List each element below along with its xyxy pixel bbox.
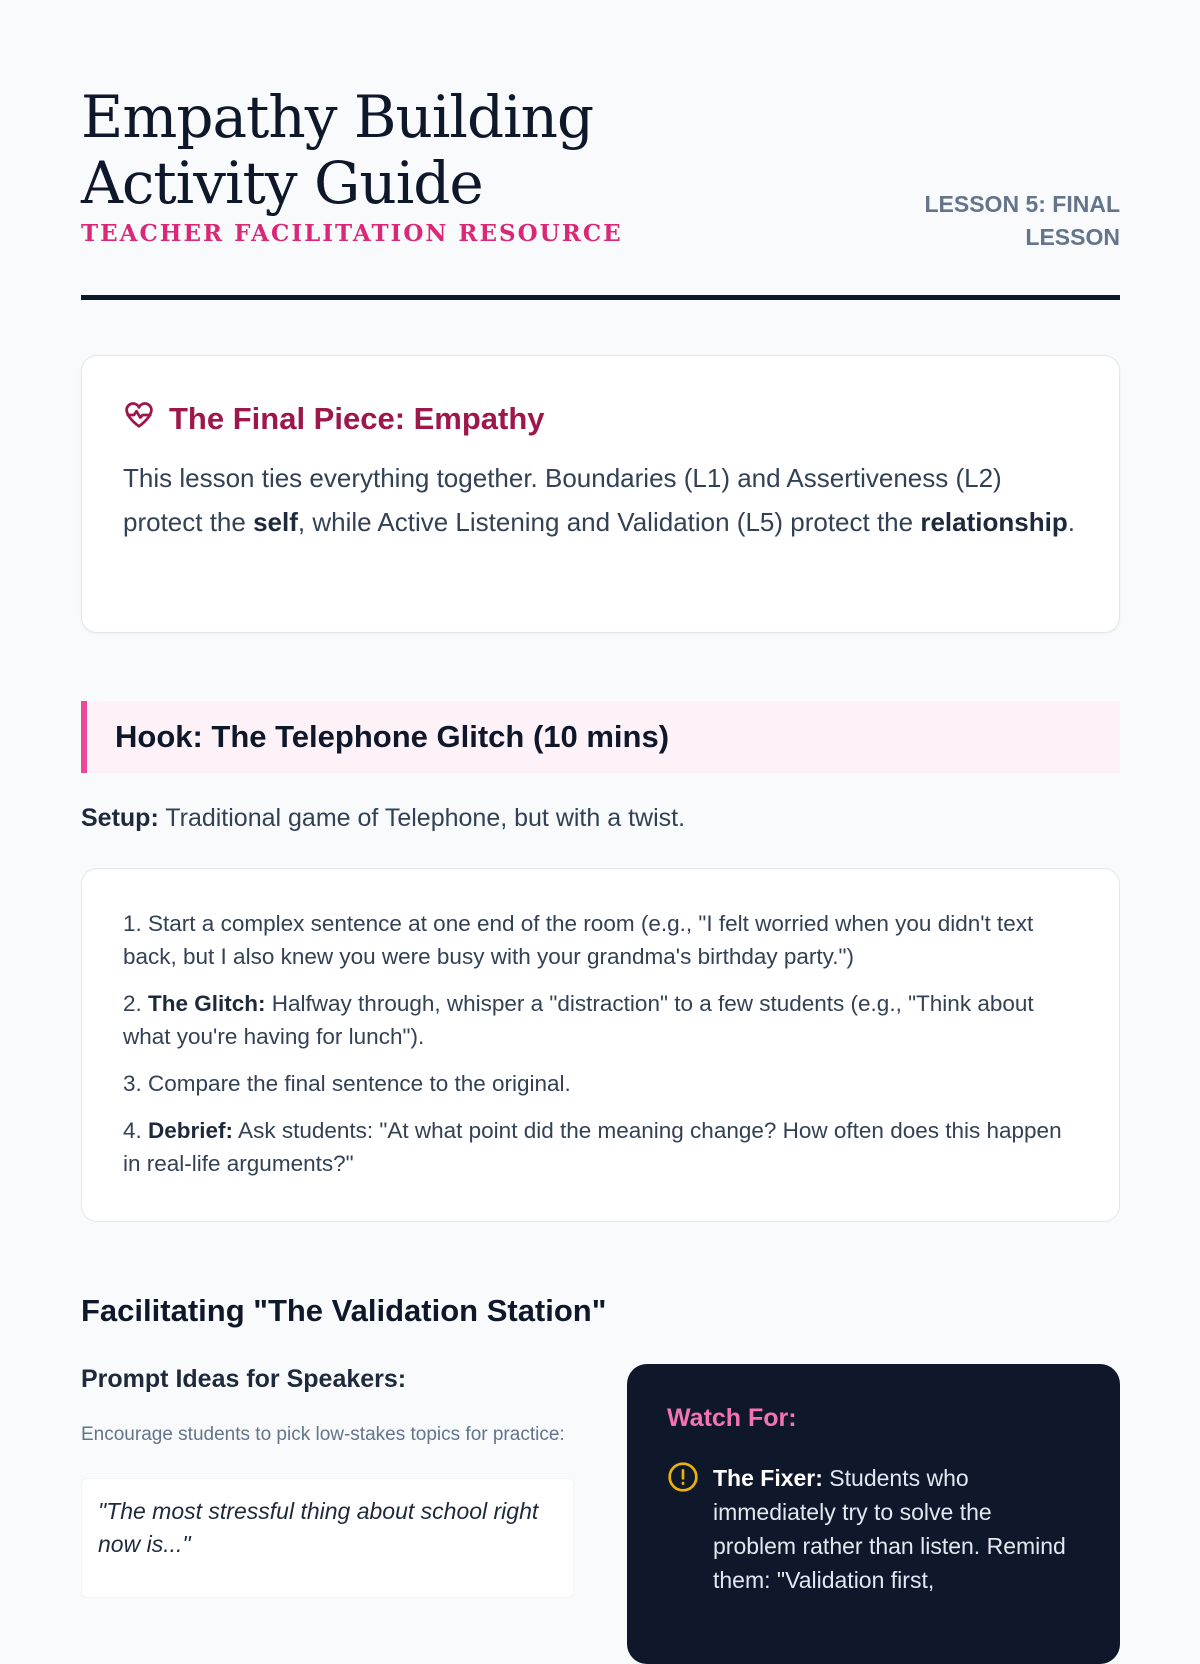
station-heading: Facilitating "The Validation Station": [81, 1293, 607, 1328]
prompts-note: Encourage students to pick low-stakes topics for practice:: [81, 1424, 565, 1445]
intro-text: This lesson ties everything together. Boundaries (L1) and Assertiveness (L2) protect the self, while Active Listening and Validation (L5) protect the relationship.: [123, 463, 1075, 537]
prompts-heading: Prompt Ideas for Speakers:: [81, 1365, 407, 1393]
setup-text: Setup: Traditional game of Telephone, but with a twist.: [81, 804, 686, 832]
page-title: Empathy Building Activity Guide: [81, 83, 594, 217]
watch-item: [667, 1461, 1080, 1597]
prompts-column: [81, 1365, 574, 1598]
hook-heading: Hook: The Telephone Glitch (10 mins): [81, 701, 1120, 773]
step-item: 4. Debrief: Ask students: "At what point did the meaning change? How often does this happen in real-life arguments?": [123, 1118, 1062, 1176]
step-item: 2. The Glitch: Halfway through, whisper a "distraction" to a few students (e.g., "Think about what you're having for lunch").: [123, 991, 1034, 1049]
intro-title: The Final Piece: Empathy: [169, 401, 545, 436]
watch-heading: Watch For:: [667, 1404, 797, 1432]
intro-card: [81, 355, 1120, 633]
step-item: 3. Compare the final sentence to the original.: [123, 1071, 571, 1096]
page-subtitle: TEACHER FACILITATION RESOURCE: [81, 220, 623, 247]
prompt-card: "The most stressful thing about school right now is...": [81, 1478, 574, 1598]
watch-item-text: The Fixer: Students who immediately try to solve the problem rather than listen. Remind them: "Validation first,: [713, 1465, 1066, 1593]
lesson-label: LESSON 5: FINAL LESSON: [924, 191, 1120, 250]
heart-pulse-icon: [123, 400, 155, 438]
header: [81, 84, 1120, 300]
watch-for-panel: [627, 1364, 1120, 1664]
intro-heading: [123, 400, 1078, 438]
alert-circle-icon: [667, 1461, 699, 1597]
step-item: 1. Start a complex sentence at one end of the room (e.g., "I felt worried when you didn't text back, but I also knew you were busy with your grandma's birthday party."): [123, 911, 1034, 969]
steps-card: [81, 868, 1120, 1222]
